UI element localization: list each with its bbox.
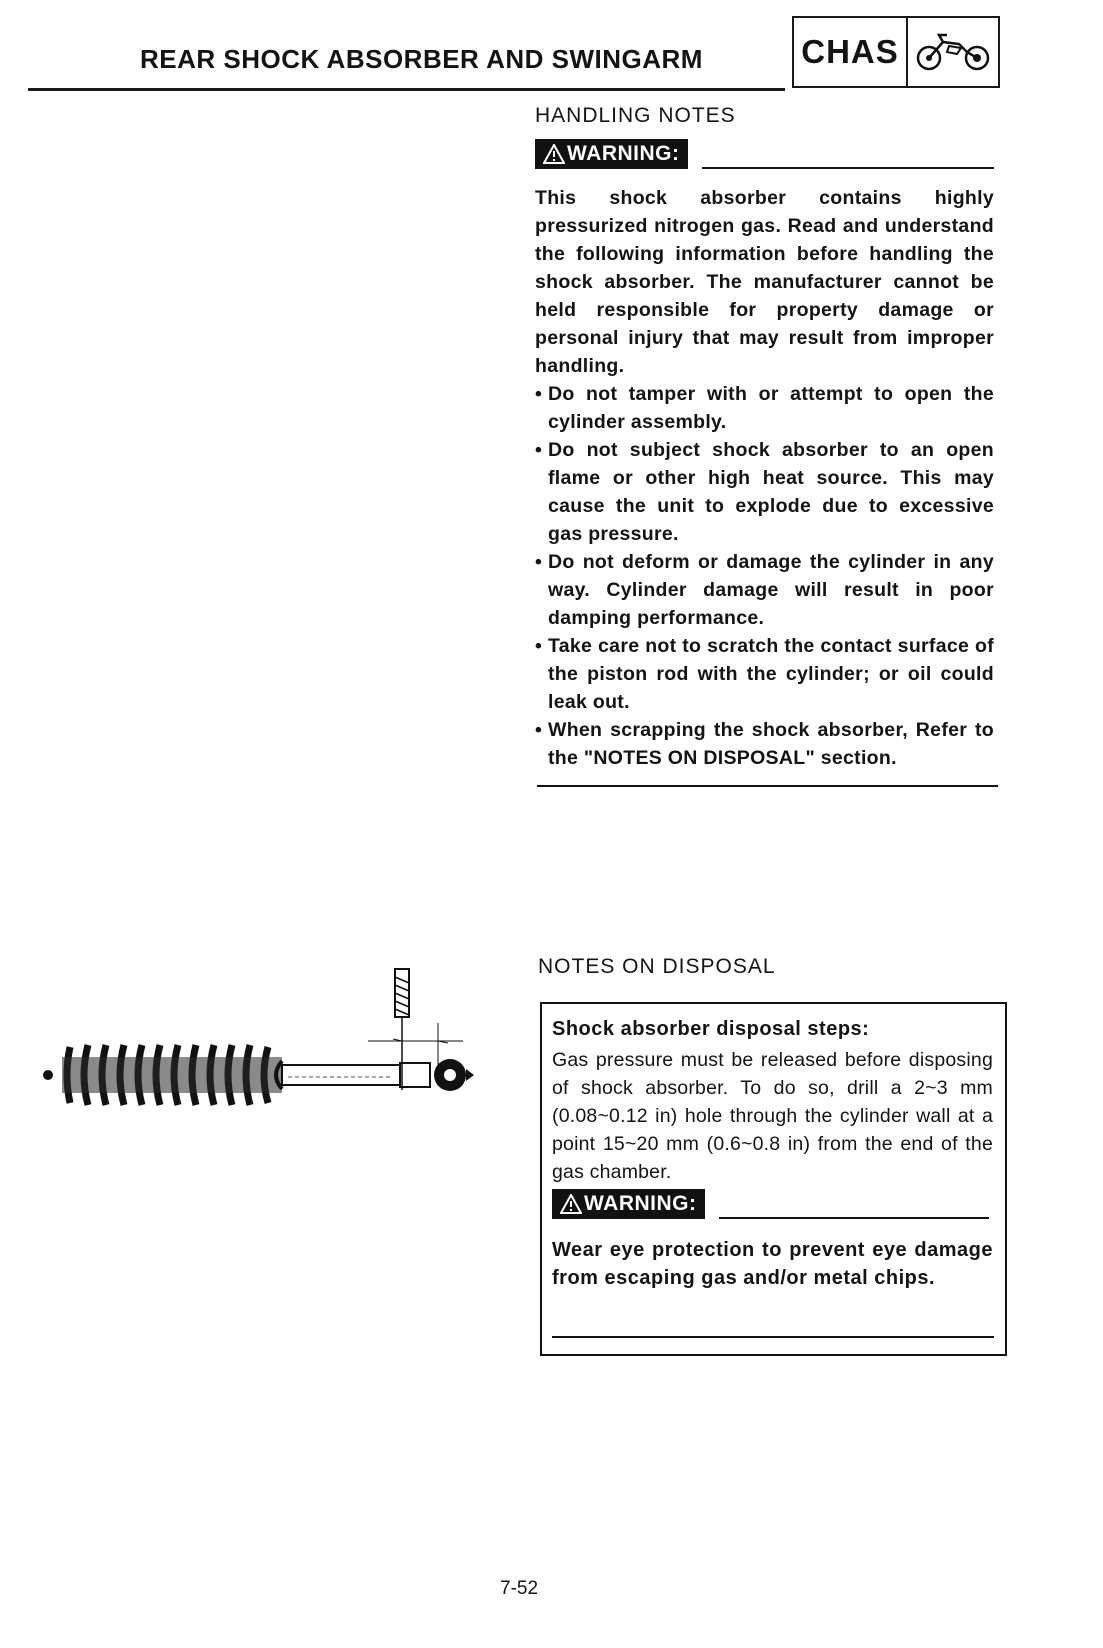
warning-label: WARNING: bbox=[567, 142, 680, 165]
disposal-box bbox=[540, 1002, 1007, 1356]
drill-bit-icon bbox=[395, 969, 409, 1090]
warning-rule bbox=[719, 1217, 989, 1219]
warning-label: WARNING: bbox=[584, 1192, 697, 1215]
warning-end-rule bbox=[537, 785, 998, 787]
handling-intro: This shock absorber contains highly pressurized nitrogen gas. Read and understand the following information before handling the shock absorber. The manufacturer cannot be held responsible for property damage or personal injury that may result from improper handling. bbox=[535, 187, 994, 377]
list-item: • Do not deform or damage the cylinder in any way. Cylinder damage will result in poor damping performance. bbox=[535, 548, 994, 632]
warning-rule bbox=[702, 167, 994, 169]
motorcycle-icon bbox=[908, 18, 998, 86]
disposal-warning-header bbox=[552, 1189, 989, 1219]
warning-triangle-icon bbox=[560, 1194, 582, 1214]
page-number: 7-52 bbox=[500, 1578, 539, 1599]
list-item: • Take care not to scratch the contact surface of the piston rod with the cylinder; or oil could leak out. bbox=[535, 632, 994, 716]
disposal-warning-text: Wear eye protection to prevent eye damage from escaping gas and/or metal chips. bbox=[552, 1239, 993, 1289]
warning-triangle-icon bbox=[543, 144, 565, 164]
list-item: • When scrapping the shock absorber, Refer to the "NOTES ON DISPOSAL" section. bbox=[535, 716, 994, 772]
section-tab bbox=[792, 16, 1000, 88]
disposal-box-heading: Shock absorber disposal steps: bbox=[552, 1018, 870, 1040]
shock-absorber-drilling-illustration bbox=[38, 965, 488, 1160]
warning-end-rule bbox=[552, 1336, 994, 1338]
page-title: REAR SHOCK ABSORBER AND SWINGARM bbox=[140, 44, 703, 74]
handling-warning-header bbox=[535, 139, 994, 169]
section-code: CHAS bbox=[794, 18, 908, 86]
disposal-heading: NOTES ON DISPOSAL bbox=[538, 955, 776, 978]
handling-notes-heading: HANDLING NOTES bbox=[535, 104, 736, 127]
warning-badge bbox=[535, 139, 688, 169]
handling-bullets bbox=[535, 380, 994, 772]
warning-badge bbox=[552, 1189, 705, 1219]
handling-warning-body bbox=[535, 184, 994, 772]
list-item: • Do not subject shock absorber to an open flame or other high heat source. This may cause the unit to explode due to excessive gas pressure. bbox=[535, 436, 994, 548]
header-rule bbox=[28, 88, 785, 91]
disposal-box-text: Gas pressure must be released before disposing of shock absorber. To do so, drill a 2~3 mm (0.08~0.12 in) hole through the cylinder wall at a point 15~20 mm (0.6~0.8 in) from the end of the gas chamber. bbox=[552, 1049, 993, 1183]
list-item: • Do not tamper with or attempt to open the cylinder assembly. bbox=[535, 380, 994, 436]
